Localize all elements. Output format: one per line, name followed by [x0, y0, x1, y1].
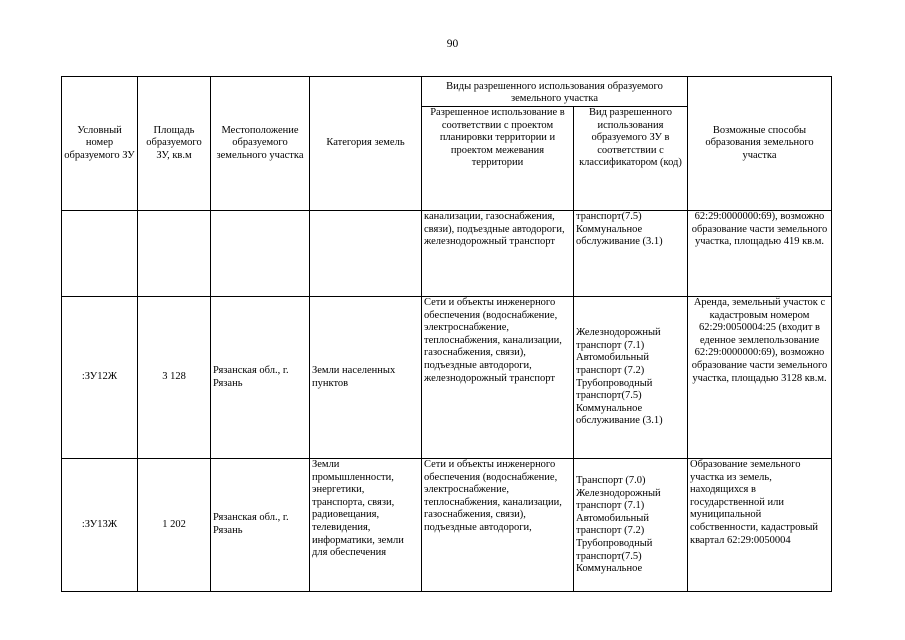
- cell-permitted-code: Железнодорожный транспорт (7.1) Автомобильный транспорт (7.2) Трубопроводный транспорт(7.5) Коммунальное обслуживание (3.1): [574, 297, 688, 459]
- cell-area: 3 128: [138, 297, 211, 459]
- cell-permitted-code: транспорт(7.5) Коммунальное обслуживание (3.1): [574, 211, 688, 297]
- cell-area: [138, 211, 211, 297]
- cell-number: :ЗУ13Ж: [62, 459, 138, 592]
- cell-methods: 62:29:0000000:69), возможно образование части земельного участка, площадью 419 кв.м.: [688, 211, 832, 297]
- header-permitted-plan: Разрешенное использование в соответствии с проектом планировки территории и проектом межевания территории: [422, 107, 574, 211]
- cell-location: Рязанская обл., г. Рязань: [211, 297, 310, 459]
- cell-permitted-plan: канализации, газоснабжения, связи), подъездные автодороги, железнодорожный транспорт: [422, 211, 574, 297]
- cell-permitted-plan: Сети и объекты инженерного обеспечения (водоснабжение, электроснабжение, теплоснабжения, канализации, газоснабжения, связи), подъездные автодороги,: [422, 459, 574, 592]
- cell-permitted-code: Транспорт (7.0) Железнодорожный транспорт (7.1) Автомобильный транспорт (7.2) Трубопроводный транспорт(7.5) Коммунальное: [574, 459, 688, 592]
- cell-category: Земли населенных пунктов: [310, 297, 422, 459]
- cell-category: [310, 211, 422, 297]
- header-permitted-use-group: Виды разрешенного использования образуемого земельного участка: [422, 77, 688, 107]
- cell-location: Рязанская обл., г. Рязань: [211, 459, 310, 592]
- header-permitted-code: Вид разрешенного использования образуемого ЗУ в соответствии с классификатором (код): [574, 107, 688, 211]
- table-row: [62, 459, 832, 592]
- page-number: 90: [446, 38, 459, 50]
- cell-area: 1 202: [138, 459, 211, 592]
- cell-methods: Аренда, земельный участок с кадастровым номером 62:29:0050004:25 (входит в еденное землепользование 62:29:0000000:69), возможно образование части земельного участка, площадью 3128 кв.м.: [688, 297, 832, 459]
- header-location: Местоположение образуемого земельного участка: [211, 77, 310, 211]
- cell-number: :ЗУ12Ж: [62, 297, 138, 459]
- header-methods: Возможные способы образования земельного участка: [688, 77, 832, 211]
- cell-permitted-plan: Сети и объекты инженерного обеспечения (водоснабжение, электроснабжение, теплоснабжения, канализации, газоснабжения, связи), подъездные автодороги, железнодорожный транспорт: [422, 297, 574, 459]
- cell-methods: Образование земельного участка из земель, находящихся в государственной или муниципальной собственности, кадастровый квартал 62:29:0050004: [688, 459, 832, 592]
- header-category: Категория земель: [310, 77, 422, 211]
- cell-location: [211, 211, 310, 297]
- table-row: [62, 211, 832, 297]
- cell-number: [62, 211, 138, 297]
- table-row: [62, 297, 832, 459]
- header-area: Площадь образуемого ЗУ, кв.м: [138, 77, 211, 211]
- land-plots-table: [61, 76, 832, 592]
- header-number: Условный номер образуемого ЗУ: [62, 77, 138, 211]
- cell-category: Земли промышленности, энергетики, транспорта, связи, радиовещания, телевидения, информатики, земли для обеспечения: [310, 459, 422, 592]
